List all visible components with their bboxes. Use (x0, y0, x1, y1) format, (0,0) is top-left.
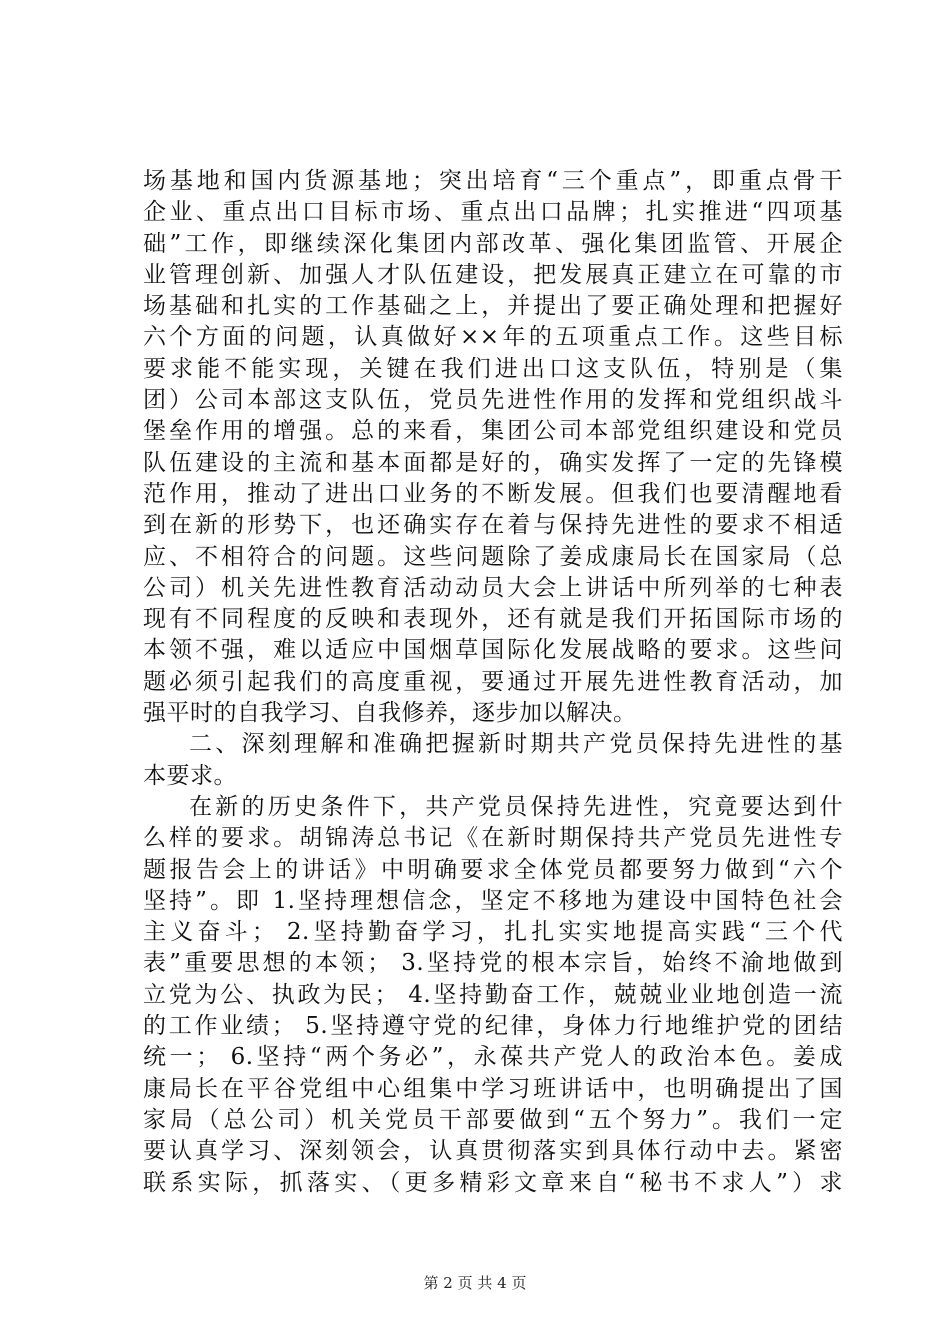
text-line: 题必须引起我们的高度重视，要通过开展先进性教育活动，加 (143, 668, 843, 695)
text-line: 立党为公、执政为民； 4.坚持勤奋工作，兢兢业业地创造一流 (143, 981, 843, 1008)
text-line: 场基地和国内货源基地；突出培育“三个重点”，即重点骨干 (143, 168, 843, 194)
text-line: 团）公司本部这支队伍，党员先进性作用的发挥和党组织战斗 (143, 387, 843, 414)
text-line: 坚持”。即 1.坚持理想信念，坚定不移地为建设中国特色社会 (143, 887, 843, 914)
text-line: 在新的历史条件下，共产党员保持先进性，究竟要达到什 (189, 793, 843, 820)
text-line: 么样的要求。胡锦涛总书记《在新时期保持共产党员先进性专 (143, 825, 843, 852)
text-line: 础”工作，即继续深化集团内部改革、强化集团监管、开展企 (143, 230, 843, 257)
text-line: 到在新的形势下，也还确实存在着与保持先进性的要求不相适 (143, 512, 843, 539)
text-line: 业管理创新、加强人才队伍建设，把发展真正建立在可靠的市 (143, 261, 843, 288)
text-line: 队伍建设的主流和基本面都是好的，确实发挥了一定的先锋模 (143, 449, 843, 476)
text-line: 要求能不能实现，关键在我们进出口这支队伍，特别是（集 (143, 355, 843, 382)
text-line: 统一； 6.坚持“两个务必”，永葆共产党人的政治本色。姜成 (143, 1044, 843, 1071)
text-line: 堡垒作用的增强。总的来看，集团公司本部党组织建设和党员 (143, 418, 843, 445)
text-line: 范作用，推动了进出口业务的不断发展。但我们也要清醒地看 (143, 480, 843, 507)
text-line: 家局（总公司）机关党员干部要做到“五个努力”。我们一定 (143, 1106, 843, 1133)
section-heading-line: 本要求。 (143, 762, 237, 789)
body-text (143, 166, 843, 1199)
text-line: 强平时的自我学习、自我修养，逐步加以解决。 (143, 700, 637, 727)
text-line: 康局长在平谷党组中心组集中学习班讲话中，也明确提出了国 (143, 1075, 843, 1102)
section-heading-line: 二、深刻理解和准确把握新时期共产党员保持先进性的基 (189, 731, 843, 758)
text-line: 应、不相符合的问题。这些问题除了姜成康局长在国家局（总 (143, 543, 843, 570)
text-line: 公司）机关先进性教育活动动员大会上讲话中所列举的七种表 (143, 574, 843, 601)
text-line: 题报告会上的讲话》中明确要求全体党员都要努力做到“六个 (143, 856, 843, 883)
text-line: 现有不同程度的反映和表现外，还有就是我们开拓国际市场的 (143, 606, 843, 633)
text-line: 主义奋斗； 2.坚持勤奋学习，扎扎实实地提高实践“三个代 (143, 919, 843, 946)
text-line: 表”重要思想的本领； 3.坚持党的根本宗旨，始终不渝地做到 (143, 950, 843, 977)
text-line: 企业、重点出口目标市场、重点出口品牌；扎实推进“四项基 (143, 199, 843, 226)
text-line: 六个方面的问题，认真做好××年的五项重点工作。这些目标 (143, 324, 843, 351)
text-line: 要认真学习、深刻领会，认真贯彻落实到具体行动中去。紧密 (143, 1138, 843, 1165)
text-line: 本领不强，难以适应中国烟草国际化发展战略的要求。这些问 (143, 637, 843, 664)
text-line: 的工作业绩； 5.坚持遵守党的纪律，身体力行地维护党的团结 (143, 1013, 843, 1040)
text-line: 场基础和扎实的工作基础之上，并提出了要正确处理和把握好 (143, 293, 843, 320)
text-line: 联系实际，抓落实、（更多精彩文章来自“秘书不求人”）求 (143, 1169, 843, 1196)
page-number-footer: 第 2 页 共 4 页 (423, 1274, 527, 1292)
